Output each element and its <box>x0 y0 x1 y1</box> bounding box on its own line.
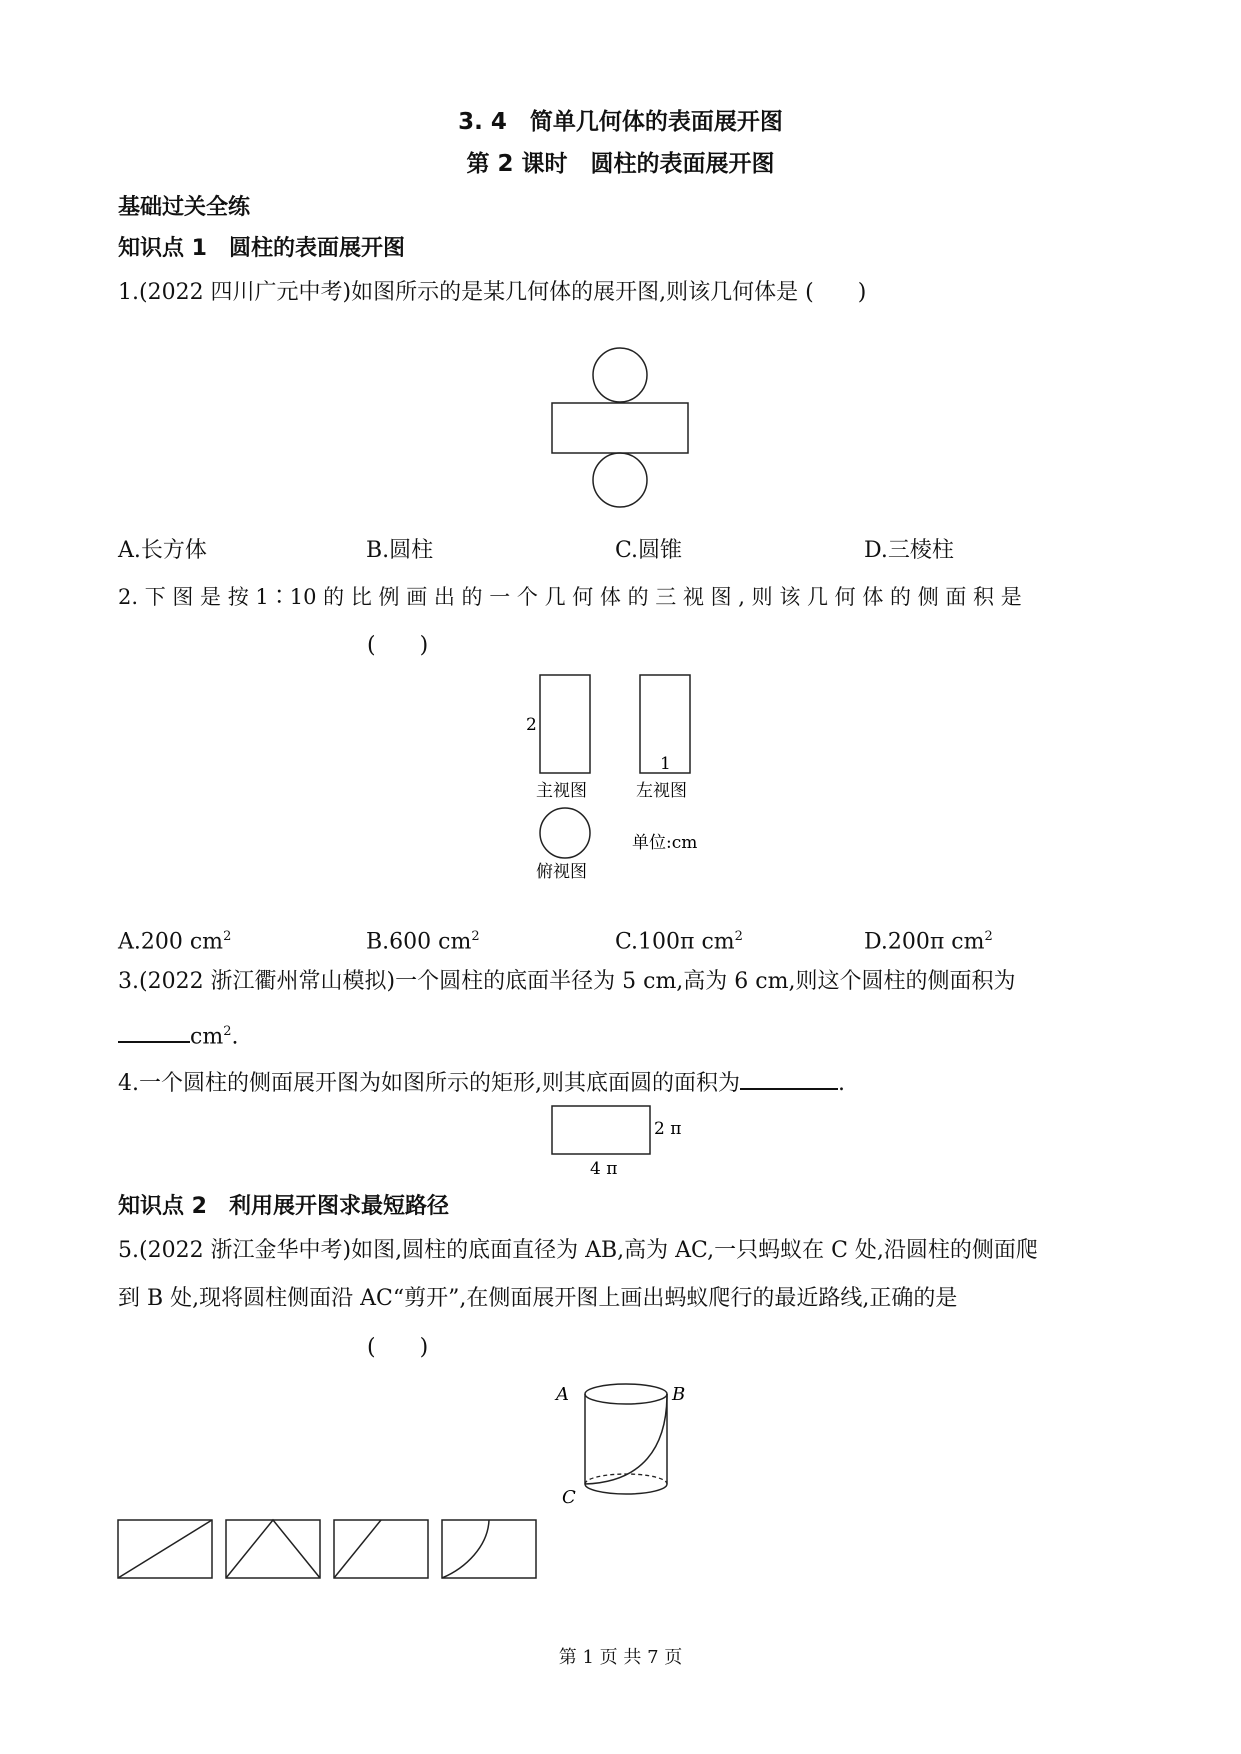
page-footer: 第 1 页 共 7 页 <box>558 1647 683 1668</box>
knowledge-point-1: 知识点 1 圆柱的表面展开图 <box>118 236 405 261</box>
q2-option-a: A.200 $cm^2$ <box>118 929 232 955</box>
left-view-label: 左视图 <box>636 781 687 801</box>
q2-option-d: D.200π $cm^2$ <box>864 929 993 955</box>
side-length-label: 2 π <box>654 1119 682 1139</box>
question-2-paren: ( ) <box>367 633 429 658</box>
question-1-stem: 1.(2022 四川广元中考)如图所示的是某几何体的展开图,则该几何体是 ( ) <box>118 280 867 305</box>
option-c-figure <box>334 1520 428 1578</box>
cylinder-figure <box>552 1378 692 1510</box>
dimension-width: 1 <box>660 754 671 774</box>
option-d-figure <box>442 1520 536 1578</box>
ant-path-curve <box>585 1394 667 1484</box>
question-3-answer-line: $cm^2$. <box>118 1018 238 1051</box>
front-view-rect <box>540 675 590 773</box>
three-views-figure <box>520 672 720 892</box>
answer-blank[interactable] <box>740 1068 838 1090</box>
q1-option-a: A.长方体 <box>118 538 207 563</box>
q1-option-b: B.圆柱 <box>366 538 434 563</box>
top-view-circle <box>540 808 590 858</box>
dimension-height: 2 <box>526 715 537 735</box>
point-a-label: A <box>556 1384 569 1405</box>
net-figure-cylinder <box>540 346 700 530</box>
question-4-stem: 4.一个圆柱的侧面展开图为如图所示的矩形,则其底面圆的面积为 . <box>118 1068 845 1098</box>
section-heading: 基础过关全练 <box>118 195 251 220</box>
q2-option-c: C.100π $cm^2$ <box>615 929 743 955</box>
bottom-length-label: 4 π <box>590 1159 618 1179</box>
question-5-paren: ( ) <box>367 1335 429 1360</box>
top-ellipse <box>585 1384 667 1404</box>
point-c-label: C <box>562 1487 576 1508</box>
question-2-stem: 2. 下 图 是 按 1∶10 的 比 例 画 出 的 一 个 几 何 体 的 三 视 图 , 则 该 几 何 体 的 侧 面 积 是 <box>118 585 1022 609</box>
page-subtitle: 第 2 课时 圆柱的表面展开图 <box>466 151 775 177</box>
answer-blank[interactable] <box>118 1021 190 1043</box>
option-a-figure <box>118 1520 212 1578</box>
question-5-line-1: 5.(2022 浙江金华中考)如图,圆柱的底面直径为 AB,高为 AC,一只蚂蚁在 C 处,沿圆柱的侧面爬 <box>118 1238 1038 1263</box>
page-title: 3. 4 简单几何体的表面展开图 <box>458 109 783 135</box>
question-3-stem: 3.(2022 浙江衢州常山模拟)一个圆柱的底面半径为 5 cm,高为 6 cm,则这个圆柱的侧面积为 <box>118 969 1016 994</box>
q5-option-figures <box>116 1518 546 1584</box>
unit-label: 单位:cm <box>632 833 698 853</box>
front-view-label: 主视图 <box>536 781 587 801</box>
q1-option-d: D.三棱柱 <box>864 538 954 563</box>
q1-option-c: C.圆锥 <box>615 538 683 563</box>
lateral-rectangle-figure <box>550 1104 690 1180</box>
q2-option-b: B.600 $cm^2$ <box>366 929 480 955</box>
knowledge-point-2: 知识点 2 利用展开图求最短路径 <box>118 1194 449 1219</box>
option-b-figure <box>226 1520 320 1578</box>
top-view-label: 俯视图 <box>536 862 587 882</box>
question-5-line-2: 到 B 处,现将圆柱侧面沿 AC“剪开”,在侧面展开图上画出蚂蚁爬行的最近路线,正确的是 <box>118 1286 958 1311</box>
point-b-label: B <box>672 1384 686 1405</box>
